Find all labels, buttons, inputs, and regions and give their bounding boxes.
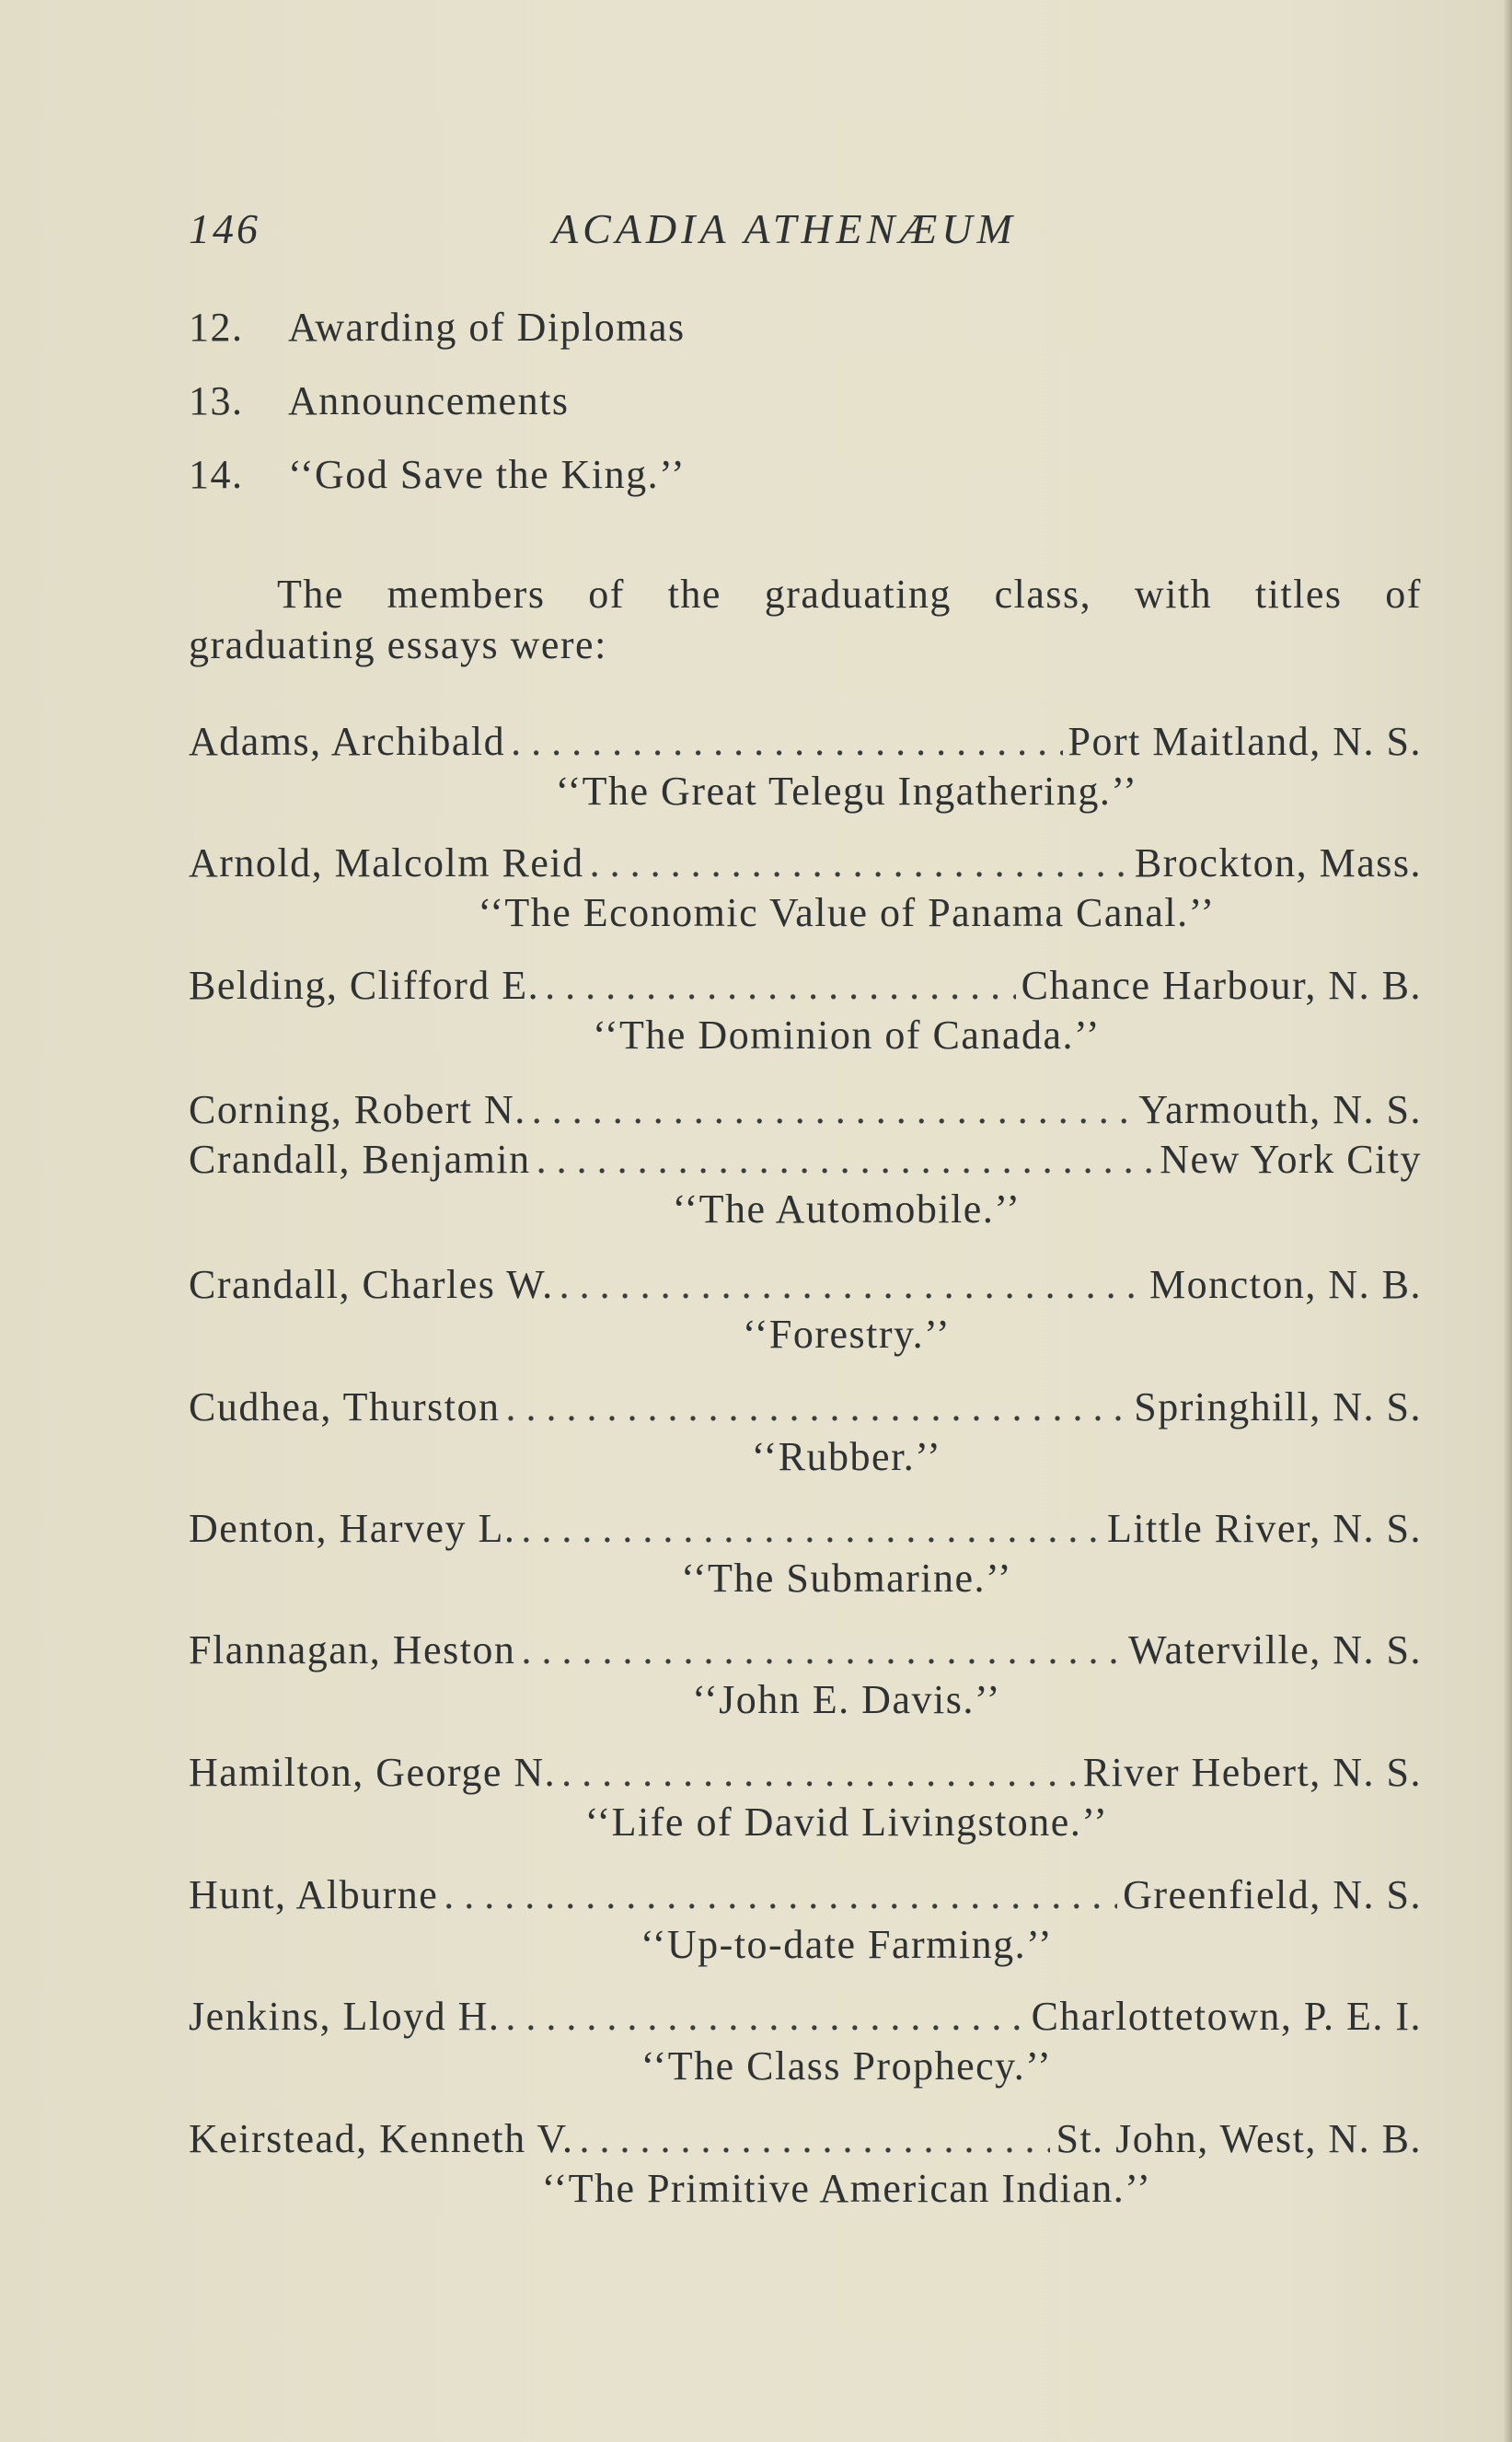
dot-leader: [521, 1505, 1102, 1552]
graduate-hometown: Chance Harbour, N. B.: [1021, 963, 1422, 1008]
graduate-name: Belding, Clifford E.: [189, 963, 540, 1008]
program-item-number: 14.: [189, 452, 244, 497]
graduate-hometown: Little River, N. S.: [1106, 1506, 1422, 1551]
intro-word: of: [1385, 572, 1422, 617]
intro-word: members: [387, 572, 546, 617]
graduate-essay: ‘‘The Primitive American Indian.’’: [541, 2166, 1152, 2211]
graduate-essay: ‘‘The Economic Value of Panama Canal.’’: [478, 890, 1216, 935]
running-header: [0, 204, 1512, 260]
dot-leader: [444, 1871, 1117, 1918]
graduate-hometown: New York City: [1160, 1137, 1422, 1182]
program-item: [189, 377, 569, 424]
graduate-name: Corning, Robert N.: [189, 1087, 526, 1132]
graduate-name: Denton, Harvey L.: [189, 1506, 516, 1551]
program-item: [189, 304, 686, 351]
graduate-entry: [189, 718, 1422, 819]
graduate-entry: [189, 1086, 1422, 1136]
program-item-number: 13.: [189, 378, 244, 423]
graduate-entry: [189, 839, 1422, 941]
graduate-name: Cudhea, Thurston: [189, 1384, 501, 1429]
graduate-entry: [189, 1261, 1422, 1362]
intro-word: the: [667, 572, 721, 617]
graduate-hometown: Waterville, N. S.: [1128, 1627, 1422, 1672]
graduate-essay: ‘‘The Submarine.’’: [680, 1556, 1013, 1601]
graduate-hometown: St. John, West, N. B.: [1056, 2116, 1422, 2161]
dot-leader: [561, 1749, 1078, 1796]
dot-leader: [506, 1383, 1129, 1430]
page-edge-shadow: [1503, 0, 1512, 2442]
graduate-name: Hamilton, George N.: [189, 1750, 557, 1795]
dot-leader: [579, 2115, 1050, 2162]
graduate-name: Crandall, Charles W.: [189, 1262, 554, 1307]
dot-leader: [537, 1136, 1155, 1183]
graduate-essay: ‘‘Rubber.’’: [751, 1434, 942, 1479]
graduate-entry: [189, 1136, 1422, 1237]
dot-leader: [590, 839, 1129, 886]
intro-word: class,: [994, 572, 1092, 617]
graduate-hometown: River Hebert, N. S.: [1082, 1750, 1422, 1795]
intro-word: graduating: [764, 572, 952, 617]
graduate-hometown: Port Maitland, N. S.: [1068, 719, 1422, 764]
graduate-hometown: Brockton, Mass.: [1134, 840, 1422, 885]
intro-paragraph: [189, 571, 1422, 668]
intro-line-1: [189, 571, 1422, 618]
graduate-essay: ‘‘The Dominion of Canada.’’: [592, 1013, 1102, 1058]
graduate-essay: ‘‘Up-to-date Farming.’’: [640, 1922, 1054, 1967]
graduate-hometown: Moncton, N. B.: [1149, 1262, 1422, 1307]
program-item-text: Announcements: [288, 378, 570, 423]
program-item: [189, 451, 686, 498]
graduate-essay: ‘‘Life of David Livingstone.’’: [584, 1800, 1109, 1845]
graduate-hometown: Springhill, N. S.: [1134, 1384, 1422, 1429]
graduate-entry: [189, 1505, 1422, 1606]
page-number: 146: [189, 205, 260, 252]
graduate-essay: ‘‘The Class Prophecy.’’: [641, 2043, 1053, 2089]
graduate-name: Flannagan, Heston: [189, 1627, 516, 1672]
graduate-entry: [189, 1993, 1422, 2094]
graduate-entry: [189, 1626, 1422, 1728]
graduate-essay: ‘‘Forestry.’’: [742, 1312, 952, 1357]
intro-word: of: [588, 572, 625, 617]
dot-leader: [521, 1626, 1123, 1673]
graduate-essay: ‘‘The Automobile.’’: [672, 1186, 1021, 1232]
graduate-name: Jenkins, Lloyd H.: [189, 1994, 501, 2039]
dot-leader: [505, 1993, 1025, 2040]
intro-word: with: [1134, 572, 1213, 617]
graduate-entry: [189, 1871, 1422, 1973]
graduate-name: Keirstead, Kenneth V.: [189, 2116, 574, 2161]
dot-leader: [560, 1261, 1144, 1308]
graduate-entry: [189, 1383, 1422, 1485]
intro-word: The: [277, 572, 344, 617]
dot-leader: [532, 1086, 1133, 1133]
graduate-name: Arnold, Malcolm Reid: [189, 840, 584, 885]
graduate-entry: [189, 962, 1422, 1063]
dot-leader: [545, 962, 1015, 1009]
graduate-name: Adams, Archibald: [189, 719, 506, 764]
graduate-essay: ‘‘The Great Telegu Ingathering.’’: [555, 769, 1138, 814]
running-title: ACADIA ATHENÆUM: [552, 205, 1017, 252]
graduate-essay: ‘‘John E. Davis.’’: [692, 1677, 1001, 1722]
graduate-name: Hunt, Alburne: [189, 1872, 439, 1917]
intro-word: titles: [1254, 572, 1343, 617]
graduate-entry: [189, 2115, 1422, 2216]
program-item-number: 12.: [189, 305, 244, 350]
intro-line-2: graduating essays were:: [189, 622, 607, 667]
graduate-hometown: Greenfield, N. S.: [1123, 1872, 1422, 1917]
dot-leader: [511, 718, 1062, 765]
program-item-text: Awarding of Diplomas: [288, 305, 686, 350]
graduate-entry: [189, 1749, 1422, 1850]
graduate-name: Crandall, Benjamin: [189, 1137, 531, 1182]
graduate-hometown: Charlottetown, P. E. I.: [1031, 1994, 1422, 2039]
graduate-hometown: Yarmouth, N. S.: [1138, 1087, 1422, 1132]
program-item-text: ‘‘God Save the King.’’: [288, 452, 687, 497]
